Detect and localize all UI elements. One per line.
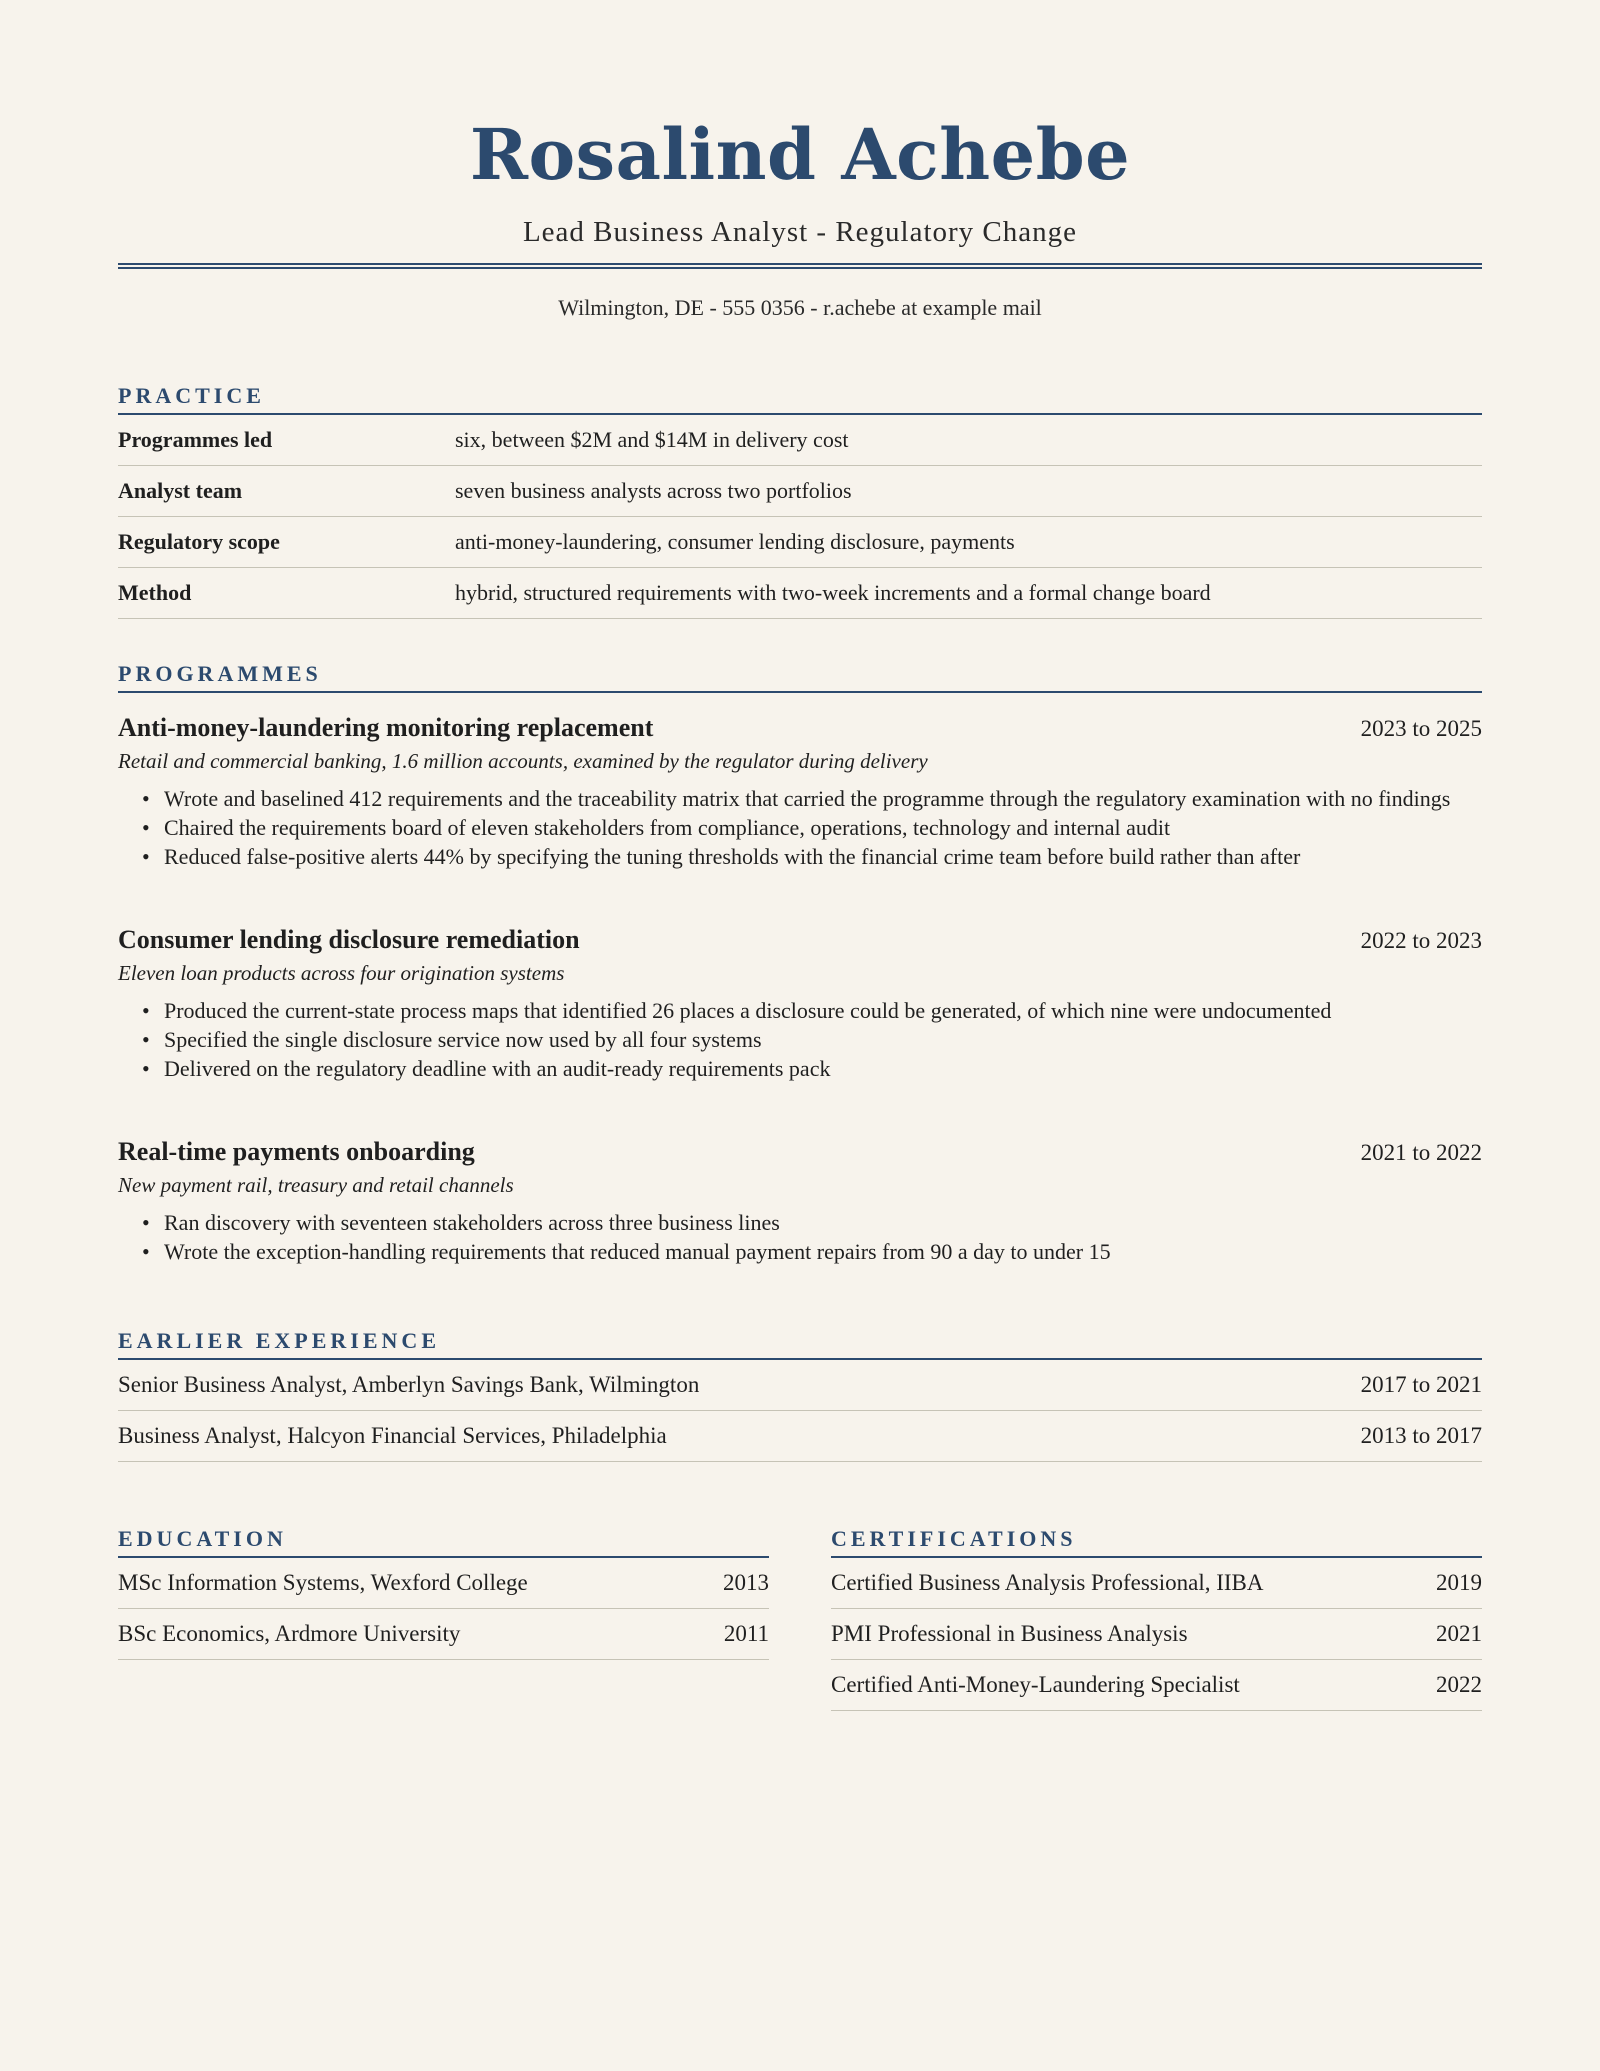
practice-value: anti-money-laundering, consumer lending disclosure, payments <box>455 529 1015 554</box>
programme-header <box>118 713 1482 743</box>
certification-row <box>831 1609 1482 1660</box>
earlier-experience-section <box>118 1328 1482 1462</box>
certification-row <box>831 1558 1482 1609</box>
practice-section <box>118 383 1482 619</box>
experience-role: Senior Business Analyst, Amberlyn Savings Bank, Wilmington <box>118 1372 700 1397</box>
practice-label: Programmes led <box>118 427 273 452</box>
programme-bullets <box>118 784 1482 871</box>
practice-row <box>118 415 1482 466</box>
education-heading: EDUCATION <box>118 1526 769 1558</box>
certification-year: 2019 <box>1436 1570 1482 1595</box>
programme-entry <box>118 1137 1482 1266</box>
experience-row <box>118 1411 1482 1462</box>
education-year: 2011 <box>723 1621 769 1646</box>
header-divider <box>118 263 1482 269</box>
programme-subtitle: Retail and commercial banking, 1.6 million accounts, examined by the regulator during delivery <box>118 749 928 773</box>
programmes-section <box>118 661 1482 1266</box>
practice-value: six, between $2M and $14M in delivery cost <box>455 427 849 452</box>
resume-header <box>118 0 1482 249</box>
education-row <box>118 1609 769 1660</box>
programmes-heading: PROGRAMMES <box>118 661 1482 693</box>
programme-bullet: • Wrote and baselined 412 requirements and the traceability matrix that carried the programme through the regulatory examination with no findings <box>164 784 1482 813</box>
practice-label: Regulatory scope <box>118 529 280 554</box>
certification-item: Certified Business Analysis Professional, IIBA <box>831 1570 1264 1595</box>
programme-dates: 2021 to 2022 <box>1360 1140 1482 1165</box>
certification-item: PMI Professional in Business Analysis <box>831 1621 1188 1646</box>
programme-bullet: • Wrote the exception-handling requirements that reduced manual payment repairs from 90 a day to under 15 <box>164 1237 1482 1266</box>
education-row <box>118 1558 769 1609</box>
contact-line: Wilmington, DE - 555 0356 - r.achebe at example mail <box>558 295 1042 320</box>
certifications-section <box>831 1526 1482 1711</box>
programme-bullets <box>118 996 1482 1083</box>
certification-row <box>831 1660 1482 1711</box>
education-item: MSc Information Systems, Wexford College <box>118 1570 528 1595</box>
practice-row <box>118 517 1482 568</box>
practice-value: seven business analysts across two portfolios <box>455 478 852 503</box>
practice-label: Method <box>118 580 192 605</box>
certification-item: Certified Anti-Money-Laundering Specialist <box>831 1672 1240 1697</box>
practice-label: Analyst team <box>118 478 243 503</box>
programme-bullets <box>118 1208 1482 1266</box>
programme-header <box>118 925 1482 955</box>
candidate-name: Rosalind Achebe <box>469 113 1131 196</box>
programme-entry <box>118 713 1482 871</box>
experience-row <box>118 1360 1482 1411</box>
programme-entry <box>118 925 1482 1083</box>
education-year: 2013 <box>723 1570 769 1595</box>
programme-title: Consumer lending disclosure remediation <box>118 925 580 954</box>
certification-year: 2022 <box>1436 1672 1482 1697</box>
programme-bullet: • Ran discovery with seventeen stakeholders across three business lines <box>164 1208 1482 1237</box>
experience-dates: 2013 to 2017 <box>1360 1423 1482 1448</box>
programme-subtitle: Eleven loan products across four origination systems <box>118 961 565 985</box>
certifications-heading: CERTIFICATIONS <box>831 1526 1482 1558</box>
programme-subtitle: New payment rail, treasury and retail channels <box>118 1173 514 1197</box>
education-item: BSc Economics, Ardmore University <box>118 1621 461 1646</box>
experience-dates: 2017 to 2021 <box>1360 1372 1482 1397</box>
practice-row <box>118 466 1482 517</box>
programme-bullet: • Specified the single disclosure service now used by all four systems <box>164 1025 1482 1054</box>
practice-value: hybrid, structured requirements with two-week increments and a formal change board <box>455 580 1211 605</box>
programme-bullet: • Chaired the requirements board of eleven stakeholders from compliance, operations, technology and internal audit <box>164 813 1482 842</box>
programme-bullet: • Delivered on the regulatory deadline with an audit-ready requirements pack <box>164 1054 1482 1083</box>
education-section <box>118 1526 769 1711</box>
programme-header <box>118 1137 1482 1167</box>
education-certifications-row <box>118 1526 1482 1711</box>
earlier-experience-heading: EARLIER EXPERIENCE <box>118 1328 1482 1360</box>
experience-role: Business Analyst, Halcyon Financial Services, Philadelphia <box>118 1423 667 1448</box>
programme-bullet: • Reduced false-positive alerts 44% by specifying the tuning thresholds with the financial crime team before build rather than after <box>164 842 1482 871</box>
programme-dates: 2022 to 2023 <box>1360 928 1482 953</box>
programme-title: Anti-money-laundering monitoring replacement <box>118 713 654 742</box>
candidate-title: Lead Business Analyst - Regulatory Change <box>522 216 1078 248</box>
certification-year: 2021 <box>1436 1621 1482 1646</box>
programme-dates: 2023 to 2025 <box>1360 716 1482 741</box>
programme-title: Real-time payments onboarding <box>118 1137 475 1166</box>
programme-bullet: • Produced the current-state process maps that identified 26 places a disclosure could be generated, of which nine were undocumented <box>164 996 1482 1025</box>
practice-row <box>118 568 1482 619</box>
practice-heading: PRACTICE <box>118 383 1482 415</box>
